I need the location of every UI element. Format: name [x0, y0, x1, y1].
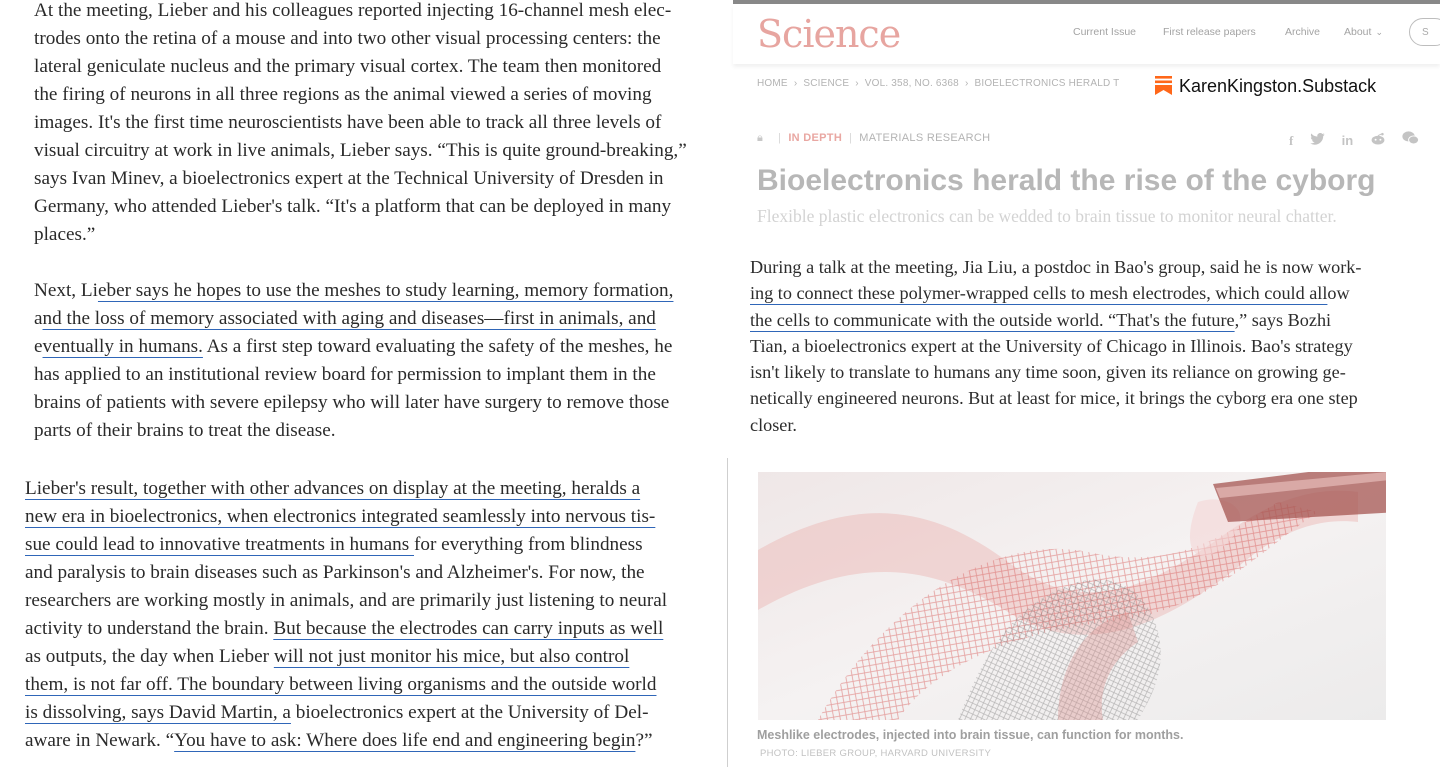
text-fragment: ?”	[635, 730, 653, 751]
text-line	[750, 307, 1361, 333]
paragraph-1	[34, 0, 687, 249]
text-line: places.”	[34, 224, 96, 245]
text-line	[25, 503, 667, 531]
article-body-paragraph	[750, 254, 1361, 438]
text-line	[25, 727, 667, 755]
text-line: closer.	[750, 414, 797, 435]
underlined-text: the cells to communicate with the outside world. “That's the future	[750, 309, 1235, 330]
facebook-icon[interactable]: f	[1289, 133, 1294, 148]
underlined-text: But because the electrodes can carry inputs as well	[273, 618, 664, 639]
text-line: netically engineered neurons. But at least for mice, it brings the cyborg era one step	[750, 388, 1358, 409]
science-article-screenshot	[733, 0, 1440, 767]
chevron-right-icon: ›	[964, 78, 969, 89]
separator: |	[778, 132, 782, 144]
underlined-text: them, is not far off. The boundary between living organisms and the outside world	[25, 674, 657, 695]
text-line	[25, 643, 667, 671]
text-line: Tian, a bioelectronics expert at the University of Chicago in Illinois. Bao's strategy	[750, 335, 1353, 356]
paragraph-2	[34, 277, 673, 445]
text-line: trodes onto the retina of a mouse and into two other visual processing centers: the	[34, 28, 661, 49]
linkedin-icon[interactable]: in	[1341, 133, 1354, 148]
twitter-icon[interactable]	[1310, 133, 1325, 148]
underlined-text: You have to ask: Where does life end and engineering begin	[174, 730, 636, 751]
text-line	[750, 280, 1361, 306]
text-fragment: bioelectronics expert at the University of Del-	[290, 702, 649, 723]
subscribe-button[interactable]: S	[1409, 18, 1440, 46]
text-fragment: e	[34, 336, 43, 357]
text-line: lateral geniculate nucleus and the primary visual cortex. The team then monitored	[34, 56, 662, 77]
text-line: isn't likely to translate to humans any time soon, given its reliance on growing ge-	[750, 362, 1346, 383]
tag-in-depth[interactable]: IN DEPTH	[788, 132, 843, 144]
figure-caption: Meshlike electrodes, injected into brain tissue, can function for months.	[757, 728, 1184, 742]
chevron-down-icon: ⌄	[1375, 27, 1383, 37]
breadcrumb-article[interactable]: BIOELECTRONICS HERALD T	[974, 78, 1120, 89]
tag-materials-research[interactable]: MATERIALS RESEARCH	[859, 132, 991, 144]
paragraph-3	[25, 475, 667, 755]
nav-about-label: About	[1344, 26, 1372, 38]
text-fragment: for everything from blindness	[414, 534, 643, 555]
text-fragment: as outputs, the day when Lieber	[25, 646, 274, 667]
chevron-right-icon: ›	[855, 78, 859, 89]
mesh-electrode-illustration	[758, 472, 1386, 720]
text-line	[25, 531, 667, 559]
breadcrumb	[757, 78, 1120, 89]
substack-logo-icon	[1155, 76, 1172, 95]
site-header	[733, 4, 1440, 64]
underlined-text: Lieber's result, together with other advances on display at the meeting, heralds a	[25, 478, 641, 499]
breadcrumb-science[interactable]: SCIENCE	[803, 78, 850, 89]
article-subtitle: Flexible plastic electronics can be wedded to brain tissue to monitor neural chatter.	[757, 206, 1337, 226]
text-line	[25, 475, 667, 503]
text-line: visual circuitry at work in live animals, Lieber says. “This is quite ground-breaking,”	[34, 140, 687, 161]
underlined-text: new era in bioelectronics, when electronics integrated seamlessly into nervous tis-	[25, 506, 656, 527]
text-fragment: aware in Newark. “	[25, 730, 175, 751]
mesh-electrode-photo	[758, 472, 1386, 720]
nav-archive[interactable]: Archive	[1285, 26, 1321, 38]
text-line: brains of patients with severe epilepsy who will later have surgery to remove those	[34, 392, 670, 413]
underlined-text: nd the loss of memory associated with aging and diseases—first in animals, and	[42, 308, 656, 329]
text-fragment: ,” says Bozhi	[1234, 309, 1332, 330]
text-fragment: a	[34, 308, 43, 329]
underlined-text: will not just monitor his mice, but also control	[273, 646, 630, 667]
text-line	[25, 699, 667, 727]
underlined-text: ing to connect these polymer-wrapped cells to mesh electrodes, which could all	[750, 283, 1328, 304]
column-divider	[727, 458, 728, 767]
text-line: parts of their brains to treat the disease.	[34, 420, 336, 441]
text-line: the firing of neurons in all three regions as the animal viewed a series of moving	[34, 84, 652, 105]
nav-about[interactable]	[1344, 26, 1383, 38]
substack-watermark	[1155, 76, 1376, 97]
nav-current-issue[interactable]: Current Issue	[1073, 26, 1137, 38]
text-line: says Ivan Minev, a bioelectronics expert at the Technical University of Dresden in	[34, 168, 664, 189]
text-line: At the meeting, Lieber and his colleagues reported injecting 16-channel mesh elec-	[34, 0, 672, 21]
underlined-text: sue could lead to innovative treatments in humans	[25, 534, 414, 555]
share-icons	[1289, 131, 1432, 149]
text-fragment: activity to understand the brain.	[25, 618, 274, 639]
text-line	[34, 277, 673, 305]
science-logo[interactable]: Science	[757, 12, 901, 56]
text-line: researchers are working mostly in animals, and are primarily just listening to neural	[25, 590, 668, 611]
breadcrumb-volume[interactable]: VOL. 358, NO. 6368	[864, 78, 959, 89]
text-line: images. It's the first time neuroscientists have been able to track all three levels of	[34, 112, 662, 133]
text-line	[25, 671, 667, 699]
text-line	[25, 615, 667, 643]
article-title: Bioelectronics herald the rise of the cyborg	[757, 164, 1376, 197]
text-fragment: ow	[1327, 283, 1350, 304]
text-line: has applied to an institutional review board for permission to implant them in the	[34, 364, 656, 385]
nav-first-release-papers[interactable]: First release papers	[1163, 26, 1256, 38]
underlined-text: eber says he hopes to use the meshes to study learning, memory formation,	[97, 280, 674, 301]
wechat-icon[interactable]	[1402, 131, 1419, 148]
text-line	[34, 305, 673, 333]
text-fragment: As a first step toward evaluating the safety of the meshes, he	[202, 336, 673, 357]
text-line	[34, 333, 673, 361]
text-fragment: Next, Li	[34, 280, 98, 301]
lock-icon: 🔒︎	[757, 132, 764, 144]
watermark-text: KarenKingston.Substack	[1179, 76, 1377, 96]
text-line: Germany, who attended Lieber's talk. “It's a platform that can be deployed in many	[34, 196, 672, 217]
underlined-text: ventually in humans.	[42, 336, 203, 357]
separator: |	[849, 132, 853, 144]
underlined-text: is dissolving, says David Martin, a	[25, 702, 291, 723]
text-line: and paralysis to brain diseases such as Parkinson's and Alzheimer's. For now, the	[25, 562, 645, 583]
breadcrumb-home[interactable]: HOME	[757, 78, 788, 89]
chevron-right-icon: ›	[793, 78, 798, 89]
article-tags	[757, 132, 990, 145]
reddit-icon[interactable]	[1370, 132, 1386, 148]
text-line: During a talk at the meeting, Jia Liu, a postdoc in Bao's group, said he is now work-	[750, 257, 1362, 277]
photo-credit: PHOTO: LIEBER GROUP, HARVARD UNIVERSITY	[760, 748, 992, 759]
